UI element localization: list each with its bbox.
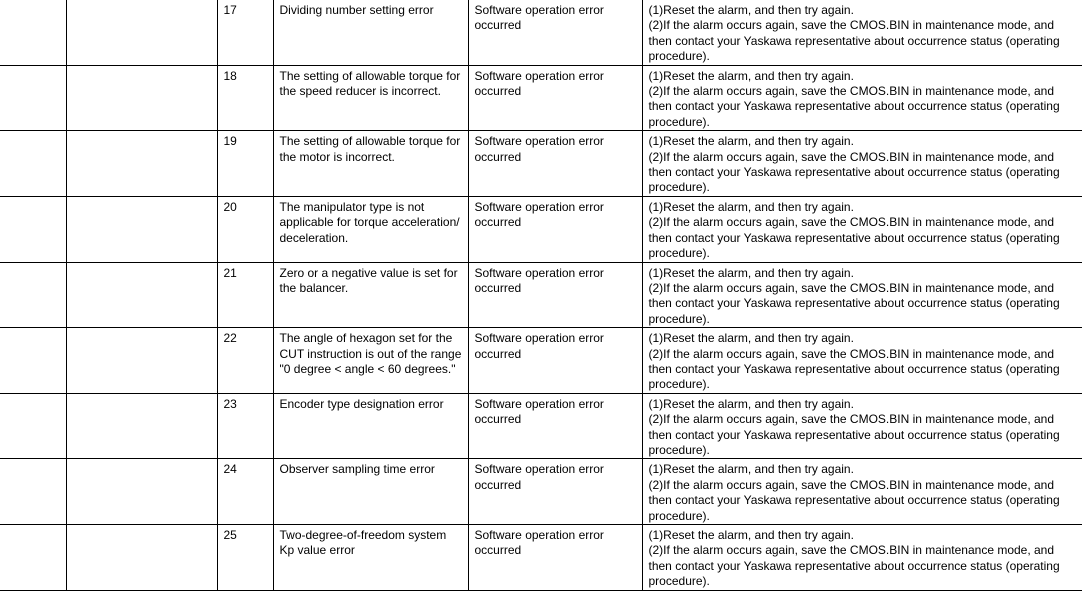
remedy-step-1: (1)Reset the alarm, and then try again. — [648, 528, 854, 542]
sub-code-cell: 25 — [217, 525, 273, 591]
cause-cell: Software operation error occurred — [468, 0, 642, 65]
sub-code-cell: 20 — [217, 196, 273, 262]
alarm-name-cell — [66, 131, 217, 197]
description-cell: Dividing number setting error — [273, 0, 468, 65]
remedy-step-1: (1)Reset the alarm, and then try again. — [648, 265, 854, 280]
sub-code-cell: 22 — [217, 328, 273, 394]
remedy-step-2: (2)If the alarm occurs again, save the CMOS.BIN in maintenance mode, and then contact your Yaskawa representative about occurrence status (operating procedure). — [648, 280, 1060, 326]
alarm-category-cell — [0, 459, 66, 525]
table-row — [0, 0, 1082, 65]
table-row — [0, 459, 1082, 525]
description-cell: Zero or a negative value is set for the balancer. — [273, 262, 468, 328]
description-cell: The setting of allowable torque for the motor is incorrect. — [273, 131, 468, 197]
alarm-category-cell — [0, 525, 66, 591]
description-cell: The setting of allowable torque for the speed reducer is incorrect. — [273, 65, 468, 131]
alarm-name-cell — [66, 196, 217, 262]
remedy-step-1: (1)Reset the alarm, and then try again. — [648, 331, 854, 346]
remedy-step-1: (1)Reset the alarm, and then try again. — [648, 199, 854, 214]
alarm-category-cell — [0, 0, 66, 65]
remedy-step-2: (2)If the alarm occurs again, save the CMOS.BIN in maintenance mode, and then contact your Yaskawa representative about occurrence status (operating procedure). — [648, 149, 1060, 195]
table-row — [0, 262, 1082, 328]
cause-cell: Software operation error occurred — [468, 459, 642, 525]
remedy-cell — [642, 393, 1082, 459]
sub-code-cell: 19 — [217, 131, 273, 197]
remedy-cell — [642, 459, 1082, 525]
table-row — [0, 328, 1082, 394]
remedy-cell — [642, 65, 1082, 131]
alarm-name-cell — [66, 393, 217, 459]
description-cell: The manipulator type is not applicable for torque acceleration/ deceleration. — [273, 196, 468, 262]
remedy-step-1: (1)Reset the alarm, and then try again. — [648, 3, 854, 17]
sub-code-cell: 17 — [217, 0, 273, 65]
remedy-step-2: (2)If the alarm occurs again, save the CMOS.BIN in maintenance mode, and then contact your Yaskawa representative about occurrence status (operating procedure). — [648, 543, 1060, 589]
remedy-cell — [642, 328, 1082, 394]
alarm-category-cell — [0, 65, 66, 131]
cause-cell: Software operation error occurred — [468, 328, 642, 394]
remedy-step-2: (2)If the alarm occurs again, save the CMOS.BIN in maintenance mode, and then contact your Yaskawa representative about occurrence status (operating procedure). — [648, 346, 1060, 392]
table-row — [0, 525, 1082, 591]
remedy-cell — [642, 262, 1082, 328]
table-row — [0, 65, 1082, 131]
description-cell: The angle of hexagon set for the CUT instruction is out of the range "0 degree < angle < 60 degrees." — [273, 328, 468, 394]
alarm-name-cell — [66, 459, 217, 525]
remedy-step-1: (1)Reset the alarm, and then try again. — [648, 396, 854, 411]
cause-cell: Software operation error occurred — [468, 262, 642, 328]
remedy-step-2: (2)If the alarm occurs again, save the CMOS.BIN in maintenance mode, and then contact your Yaskawa representative about occurrence status (operating procedure). — [648, 84, 1060, 129]
remedy-step-1: (1)Reset the alarm, and then try again. — [648, 462, 854, 477]
alarm-category-cell — [0, 328, 66, 394]
alarm-category-cell — [0, 393, 66, 459]
remedy-step-2: (2)If the alarm occurs again, save the CMOS.BIN in maintenance mode, and then contact your Yaskawa representative about occurrence status (operating procedure). — [648, 215, 1060, 261]
remedy-step-1: (1)Reset the alarm, and then try again. — [648, 68, 854, 83]
remedy-step-1: (1)Reset the alarm, and then try again. — [648, 134, 854, 149]
alarm-name-cell — [66, 525, 217, 591]
alarm-name-cell — [66, 328, 217, 394]
description-cell: Encoder type designation error — [273, 393, 468, 459]
alarm-name-cell — [66, 0, 217, 65]
table-row — [0, 131, 1082, 197]
alarm-category-cell — [0, 196, 66, 262]
description-cell: Observer sampling time error — [273, 459, 468, 525]
cause-cell: Software operation error occurred — [468, 196, 642, 262]
cause-cell: Software operation error occurred — [468, 525, 642, 591]
description-cell: Two-degree-of-freedom system Kp value error — [273, 525, 468, 591]
alarm-name-cell — [66, 262, 217, 328]
sub-code-cell: 23 — [217, 393, 273, 459]
remedy-step-2: (2)If the alarm occurs again, save the CMOS.BIN in maintenance mode, and then contact your Yaskawa representative about occurrence status (operating procedure). — [648, 477, 1060, 523]
sub-code-cell: 24 — [217, 459, 273, 525]
alarm-category-cell — [0, 262, 66, 328]
remedy-step-2: (2)If the alarm occurs again, save the CMOS.BIN in maintenance mode, and then contact your Yaskawa representative about occurrence status (operating procedure). — [648, 412, 1060, 457]
alarm-name-cell — [66, 65, 217, 131]
remedy-cell — [642, 0, 1082, 65]
table-row — [0, 196, 1082, 262]
table-row — [0, 393, 1082, 459]
alarm-category-cell — [0, 131, 66, 197]
sub-code-cell: 21 — [217, 262, 273, 328]
sub-code-cell: 18 — [217, 65, 273, 131]
cause-cell: Software operation error occurred — [468, 65, 642, 131]
cause-cell: Software operation error occurred — [468, 131, 642, 197]
cause-cell: Software operation error occurred — [468, 393, 642, 459]
remedy-cell — [642, 525, 1082, 591]
remedy-step-2: (2)If the alarm occurs again, save the CMOS.BIN in maintenance mode, and then contact your Yaskawa representative about occurrence status (operating procedure). — [648, 18, 1060, 64]
remedy-cell — [642, 196, 1082, 262]
remedy-cell — [642, 131, 1082, 197]
